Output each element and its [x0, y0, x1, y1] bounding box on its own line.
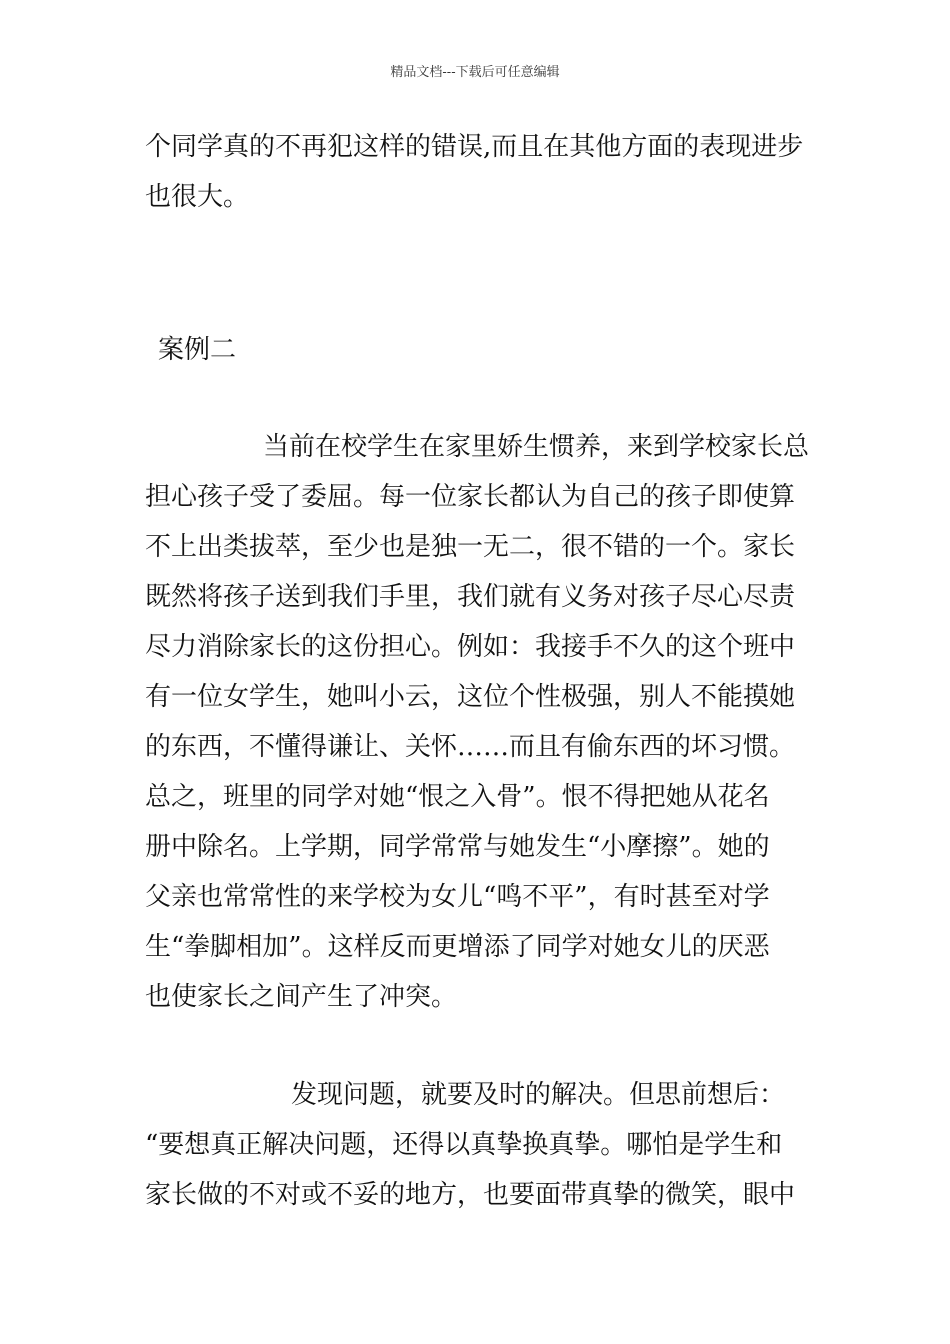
paragraph-line: “要想真正解决问题，还得以真挚换真挚。哪怕是学生和 [145, 1130, 783, 1160]
paragraph-line: 担心孩子受了委屈。每一位家长都认为自己的孩子即使算 [145, 482, 796, 512]
paragraph-line: 个同学真的不再犯这样的错误,而且在其他方面的表现进步 [145, 132, 804, 162]
page-header: 精品文档---下载后可任意编辑 [390, 65, 560, 80]
section-heading: 案例二 [158, 335, 237, 365]
paragraph-line: 也很大。 [145, 182, 250, 212]
paragraph-line: 册中除名。上学期，同学常常与她发生“小摩擦”。她的 [145, 832, 770, 862]
paragraph-line: 发现问题，就要及时的解决。但思前想后： [291, 1080, 786, 1110]
paragraph-line: 当前在校学生在家里娇生惯养，来到学校家长总 [263, 432, 810, 462]
paragraph-line: 不上出类拔萃，至少也是独一无二，很不错的一个。家长 [145, 532, 796, 562]
paragraph-line: 有一位女学生，她叫小云，这位个性极强，别人不能摸她 [145, 682, 796, 712]
paragraph-line: 家长做的不对或不妥的地方，也要面带真挚的微笑，眼中 [145, 1180, 796, 1210]
paragraph-line: 既然将孩子送到我们手里，我们就有义务对孩子尽心尽责 [145, 582, 796, 612]
paragraph-line: 父亲也常常性的来学校为女儿“鸣不平”，有时甚至对学 [145, 882, 770, 912]
paragraph-line: 总之，班里的同学对她“恨之入骨”。恨不得把她从花名 [145, 782, 770, 812]
paragraph-line: 生“拳脚相加”。这样反而更增添了同学对她女儿的厌恶 [145, 932, 770, 962]
paragraph-line: 的东西，不懂得谦让、关怀……而且有偷东西的坏习惯。 [145, 732, 796, 762]
paragraph-line: 也使家长之间产生了冲突。 [145, 982, 458, 1012]
paragraph-line: 尽力消除家长的这份担心。例如：我接手不久的这个班中 [145, 632, 796, 662]
